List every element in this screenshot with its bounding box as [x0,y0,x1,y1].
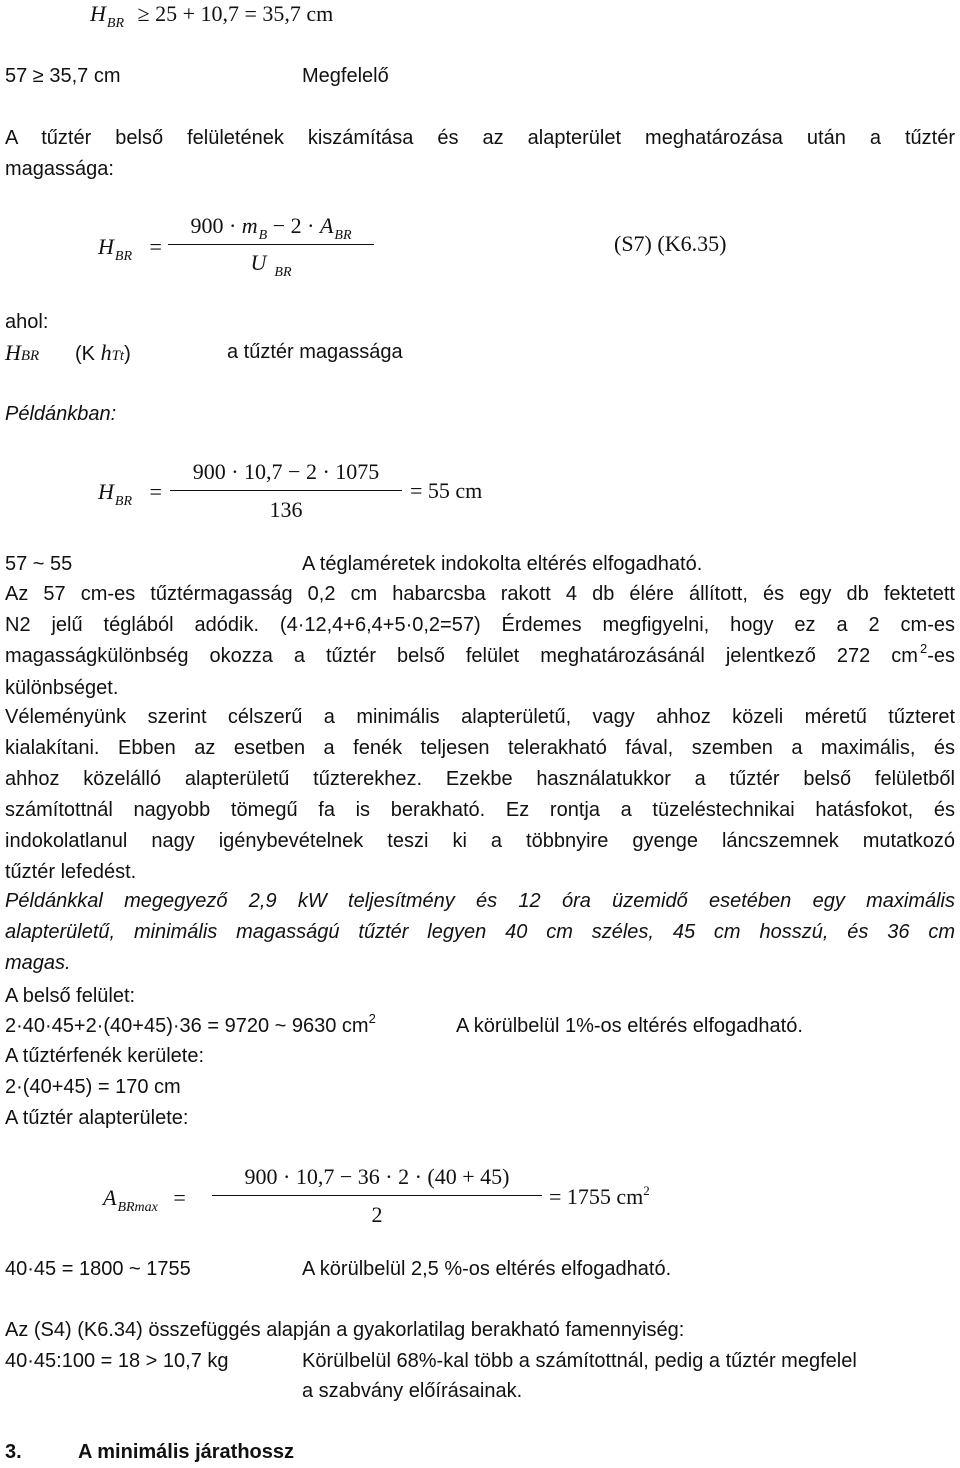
superscript: 2 [368,1011,376,1026]
check-right-cont: a szabvány előírásainak. [302,1380,523,1402]
formula-numerator [168,213,374,243]
formula-lhs [103,1185,186,1215]
symbol-h: h [100,340,112,365]
intro-line: A tűztér belső felületének kiszámítása és az alapterület meghatározása után a tűztér [5,127,955,149]
paragraph-line: számítottnál nagyobb tömegű fa is berakható. Ez rontja a tüzeléstechnikai hatásfokot, és [5,799,955,821]
area-label: A tűztér alapterülete: [5,1107,189,1129]
paragraph-line: Az 57 cm-es tűztérmagasság 0,2 cm habarcsba rakott 4 db élére állított, és egy db fektetett [5,583,955,605]
alt-prefix: (K [75,343,95,365]
num-part: 900 · [190,213,242,238]
paragraph-line: indokolatlanul nagy igénybevételnek teszi ki a többnyire gyenge láncszemnek mutatkozó [5,830,955,852]
paragraph-height-explanation [5,579,955,704]
paragraph-line: ahhoz közelálló alapterületű tűzterekhez. Ezekbe használatukkor a tűztér belső felületből [5,768,955,790]
symbol-sub: BR [20,348,40,364]
check-right: A téglaméretek indokolta eltérés elfogadható. [302,553,703,575]
check-right: Megfelelő [302,65,389,87]
calc-text: 2·40·45+2·(40+45)·36 = 9720 ~ 9630 cm [5,1015,369,1037]
equals-sign: = [173,1185,186,1210]
perimeter-calc: 2·(40+45) = 170 cm [5,1076,181,1098]
formula-numerator: 900 · 10,7 − 36 · 2 · (40 + 45) [244,1164,510,1189]
check-left: 40·45 = 1800 ~ 1755 [5,1258,191,1280]
inner-surface-label: A belső felület: [5,985,136,1007]
formula-lhs [98,234,162,264]
paragraph-line: alapterületű, minimális magasságú tűztér legyen 40 cm széles, 45 cm hosszú, és 36 cm [5,921,955,943]
symbol-sub: B [258,228,268,243]
fraction-bar [170,490,402,491]
formula-denominator: 2 [371,1202,383,1227]
paragraph-line: N2 jelű téglából adódik. (4·12,4+6,4+5·0,2=57) Érdemes megfigyelni, hogy ez a 2 cm-es [5,614,955,636]
symbol-sub: BRmax [117,1200,158,1215]
symbol-sub: BR [106,16,124,31]
ahol-label: ahol: [5,311,49,333]
formula-lhs [98,479,162,509]
ahol-description: a tűztér magassága [227,341,403,363]
ahol-symbol [5,342,39,364]
inner-surface-calc [5,1011,376,1037]
symbol-m: m [241,213,258,238]
s4-line: Az (S4) (K6.34) összefüggés alapján a gyakorlatilag berakható famennyiség: [5,1319,685,1341]
ahol-alt-symbol [75,342,131,364]
check-left: 57 ≥ 35,7 cm [5,65,121,87]
superscript: 2 [919,641,928,656]
formula-numerator: 900 · 10,7 − 2 · 1075 [192,459,380,484]
check-left: 40·45:100 = 18 > 10,7 kg [5,1350,229,1372]
symbol-h: H [98,479,114,504]
formula-denominator [168,250,374,280]
formula-result [549,1183,650,1209]
symbol-sub: BR [114,494,132,509]
paragraph-example-dimensions [5,886,955,979]
suffix: -es [927,645,955,667]
paragraph-line: kialakítani. Ebben az esetben a fenék teljesen telerakható fával, szemben a maximális, és [5,737,955,759]
symbol-u: U [250,250,267,275]
intro-paragraph [5,123,955,185]
symbol-h: H [5,340,21,365]
fraction-bar [212,1195,542,1196]
paragraph-line [5,641,955,673]
section-title: A minimális járathossz [78,1441,294,1463]
paragraph-line: különbséget. [5,677,119,699]
superscript: 2 [643,1183,650,1198]
inner-surface-note: A körülbelül 1%-os eltérés elfogadható. [456,1015,803,1037]
line-part: magasságkülönbség okozza a tűztér belső felület meghatározásánál jelentkező 272 cm [5,645,918,667]
check-right: A körülbelül 2,5 %-os eltérés elfogadható. [302,1258,672,1280]
equals-sign: = [149,479,162,504]
num-part: − 2 · [267,213,320,238]
formula-result: = 55 cm [410,478,483,503]
symbol-sub: BR [114,249,132,264]
paragraph-line: Példánkkal megegyező 2,9 kW teljesítmény és 12 óra üzemidő esetében egy maximális [5,890,955,912]
formula-denominator: 136 [269,497,303,522]
fraction-bar [168,244,374,245]
symbol-h: H [90,1,106,26]
symbol-a: A [103,1185,117,1210]
paragraph-line: magas. [5,952,71,974]
equals-sign: = [149,234,162,259]
equation-rhs: ≥ 25 + 10,7 = 35,7 cm [137,1,334,26]
symbol-sub: BR [334,228,352,243]
alt-suffix: ) [124,343,131,365]
paragraph-line: Véleményünk szerint célszerű a minimális alapterületű, vagy ahhoz közeli méretű tűzteret [5,706,955,728]
perimeter-label: A tűztérfenék kerülete: [5,1045,205,1067]
symbol-a: A [319,213,334,238]
intro-line: magassága: [5,158,114,180]
equation-height-minimum [90,1,334,31]
symbol-sub: Tt [111,348,125,364]
example-label: Példánkban: [5,403,117,425]
formula-reference: (S7) (K6.35) [614,231,727,256]
line-part-end [920,641,955,673]
paragraph-line: tűztér lefedést. [5,861,137,883]
check-right: Körülbelül 68%-kal több a számítottnál, pedig a tűztér megfelel [302,1350,857,1372]
section-number: 3. [5,1441,22,1463]
result-text: = 1755 cm [549,1184,644,1209]
symbol-sub: BR [274,265,292,280]
check-left: 57 ~ 55 [5,553,73,575]
paragraph-recommendation [5,702,955,888]
symbol-h: H [98,234,114,259]
